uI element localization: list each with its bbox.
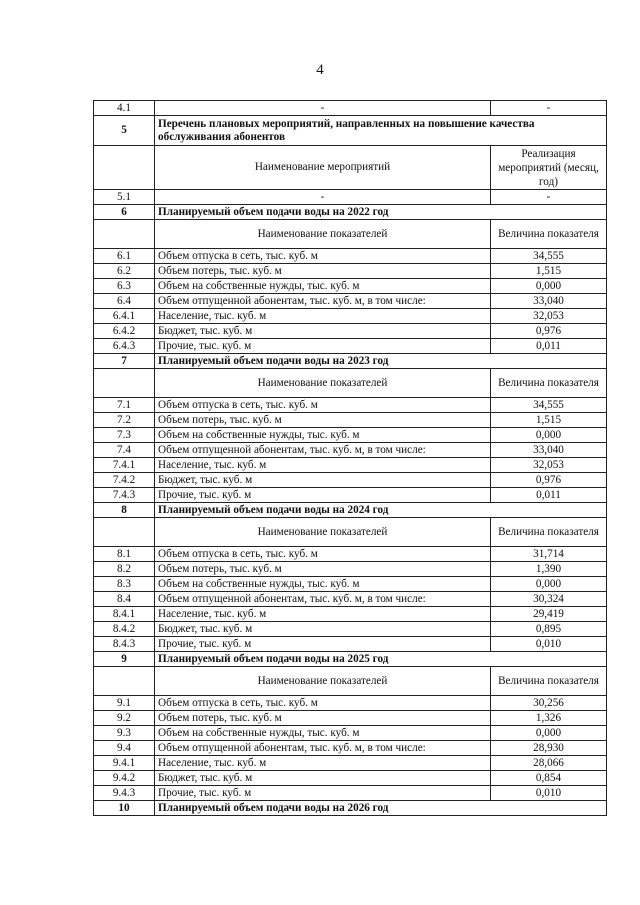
row-value: - xyxy=(491,101,607,116)
row-label: Бюджет, тыс. куб. м xyxy=(155,771,491,786)
row-value: 1,515 xyxy=(491,264,607,279)
table-body xyxy=(94,101,607,816)
row-value: 28,066 xyxy=(491,756,607,771)
section-title: Планируемый объем подачи воды на 2024 год xyxy=(155,503,607,518)
section-number: 9 xyxy=(94,652,155,667)
table-row xyxy=(94,711,607,726)
column-header-row xyxy=(94,667,607,696)
row-label: Объем потерь, тыс. куб. м xyxy=(155,264,491,279)
table-row xyxy=(94,294,607,309)
table-row xyxy=(94,786,607,801)
row-number: 6.4 xyxy=(94,294,155,309)
row-value: 0,000 xyxy=(491,577,607,592)
table-row xyxy=(94,413,607,428)
row-number: 8.1 xyxy=(94,547,155,562)
section-row xyxy=(94,354,607,369)
row-label: - xyxy=(155,101,491,116)
section-row xyxy=(94,116,607,146)
row-value: 30,256 xyxy=(491,696,607,711)
row-value: 0,976 xyxy=(491,324,607,339)
row-number: 7.2 xyxy=(94,413,155,428)
header-empty-cell xyxy=(94,146,155,190)
row-label: Объем отпуска в сеть, тыс. куб. м xyxy=(155,547,491,562)
header-name-cell: Наименование мероприятий xyxy=(155,146,491,190)
table-row xyxy=(94,726,607,741)
table-row xyxy=(94,771,607,786)
row-value: 0,000 xyxy=(491,428,607,443)
table-row xyxy=(94,547,607,562)
table-row xyxy=(94,622,607,637)
row-label: Объем потерь, тыс. куб. м xyxy=(155,711,491,726)
row-number: 8.2 xyxy=(94,562,155,577)
section-number: 10 xyxy=(94,801,155,816)
section-number: 6 xyxy=(94,205,155,220)
row-number: 9.1 xyxy=(94,696,155,711)
row-number: 7.3 xyxy=(94,428,155,443)
row-number: 9.4.1 xyxy=(94,756,155,771)
row-number: 7.4.1 xyxy=(94,458,155,473)
row-value: 33,040 xyxy=(491,294,607,309)
row-label: Население, тыс. куб. м xyxy=(155,607,491,622)
row-value: 0,976 xyxy=(491,473,607,488)
row-value: 1,515 xyxy=(491,413,607,428)
header-value-cell: Величина показателя xyxy=(491,220,607,249)
table-row xyxy=(94,398,607,413)
row-value: 32,053 xyxy=(491,458,607,473)
row-value: 34,555 xyxy=(491,249,607,264)
row-value: 33,040 xyxy=(491,443,607,458)
table-row xyxy=(94,249,607,264)
water-supply-table xyxy=(93,100,607,816)
table-row xyxy=(94,458,607,473)
table-row xyxy=(94,339,607,354)
row-label: Объем на собственные нужды, тыс. куб. м xyxy=(155,726,491,741)
row-label: Прочие, тыс. куб. м xyxy=(155,786,491,801)
column-header-row xyxy=(94,369,607,398)
row-label: Объем на собственные нужды, тыс. куб. м xyxy=(155,279,491,294)
row-number: 8.4.3 xyxy=(94,637,155,652)
header-empty-cell xyxy=(94,518,155,547)
table-row xyxy=(94,428,607,443)
row-number: 8.4.2 xyxy=(94,622,155,637)
section-row xyxy=(94,801,607,816)
row-label: Бюджет, тыс. куб. м xyxy=(155,324,491,339)
row-number: 6.4.1 xyxy=(94,309,155,324)
table-row xyxy=(94,309,607,324)
row-number: 6.4.2 xyxy=(94,324,155,339)
row-number: 5.1 xyxy=(94,190,155,205)
section-number: 7 xyxy=(94,354,155,369)
row-number: 6.2 xyxy=(94,264,155,279)
section-title: Перечень плановых мероприятий, направленных на повышение качества обслуживания абонентов xyxy=(155,116,607,146)
row-label: Прочие, тыс. куб. м xyxy=(155,637,491,652)
table-row xyxy=(94,696,607,711)
table-row xyxy=(94,592,607,607)
row-value: 30,324 xyxy=(491,592,607,607)
row-value: 0,000 xyxy=(491,279,607,294)
row-number: 7.4 xyxy=(94,443,155,458)
section-title: Планируемый объем подачи воды на 2025 год xyxy=(155,652,607,667)
column-header-row xyxy=(94,146,607,190)
header-value-cell: Величина показателя xyxy=(491,667,607,696)
table-row xyxy=(94,279,607,294)
table-row xyxy=(94,741,607,756)
header-empty-cell xyxy=(94,369,155,398)
header-value-cell: Реализация мероприятий (месяц, год) xyxy=(491,146,607,190)
row-number: 4.1 xyxy=(94,101,155,116)
header-empty-cell xyxy=(94,667,155,696)
row-label: Население, тыс. куб. м xyxy=(155,756,491,771)
table-row xyxy=(94,488,607,503)
row-label: Объем на собственные нужды, тыс. куб. м xyxy=(155,428,491,443)
row-number: 8.4.1 xyxy=(94,607,155,622)
row-value: 0,011 xyxy=(491,488,607,503)
row-value: 31,714 xyxy=(491,547,607,562)
row-value: 0,895 xyxy=(491,622,607,637)
table-row xyxy=(94,607,607,622)
column-header-row xyxy=(94,220,607,249)
row-label: Объем отпущенной абонентам, тыс. куб. м, в том числе: xyxy=(155,592,491,607)
row-label: Прочие, тыс. куб. м xyxy=(155,488,491,503)
section-title: Планируемый объем подачи воды на 2023 год xyxy=(155,354,607,369)
row-label: Объем отпущенной абонентам, тыс. куб. м, в том числе: xyxy=(155,741,491,756)
row-value: 0,854 xyxy=(491,771,607,786)
row-number: 9.3 xyxy=(94,726,155,741)
section-title: Планируемый объем подачи воды на 2026 год xyxy=(155,801,607,816)
row-number: 7.4.3 xyxy=(94,488,155,503)
row-label: Объем отпуска в сеть, тыс. куб. м xyxy=(155,249,491,264)
row-value: 32,053 xyxy=(491,309,607,324)
section-row xyxy=(94,652,607,667)
section-number: 8 xyxy=(94,503,155,518)
row-number: 6.1 xyxy=(94,249,155,264)
row-number: 8.4 xyxy=(94,592,155,607)
row-label: Объем потерь, тыс. куб. м xyxy=(155,562,491,577)
row-value: 0,010 xyxy=(491,637,607,652)
section-title: Планируемый объем подачи воды на 2022 год xyxy=(155,205,607,220)
header-empty-cell xyxy=(94,220,155,249)
table-row xyxy=(94,473,607,488)
row-value: 34,555 xyxy=(491,398,607,413)
row-label: Население, тыс. куб. м xyxy=(155,309,491,324)
row-value: 0,010 xyxy=(491,786,607,801)
row-number: 7.4.2 xyxy=(94,473,155,488)
row-value: 29,419 xyxy=(491,607,607,622)
row-label: Бюджет, тыс. куб. м xyxy=(155,473,491,488)
row-number: 9.4.3 xyxy=(94,786,155,801)
table-row xyxy=(94,443,607,458)
row-value: 1,390 xyxy=(491,562,607,577)
row-number: 6.3 xyxy=(94,279,155,294)
table-row xyxy=(94,324,607,339)
section-number: 5 xyxy=(94,116,155,146)
header-name-cell: Наименование показателей xyxy=(155,667,491,696)
row-label: Бюджет, тыс. куб. м xyxy=(155,622,491,637)
row-label: Объем отпуска в сеть, тыс. куб. м xyxy=(155,696,491,711)
row-label: Прочие, тыс. куб. м xyxy=(155,339,491,354)
header-value-cell: Величина показателя xyxy=(491,518,607,547)
column-header-row xyxy=(94,518,607,547)
row-value: - xyxy=(491,190,607,205)
header-value-cell: Величина показателя xyxy=(491,369,607,398)
row-label: Объем на собственные нужды, тыс. куб. м xyxy=(155,577,491,592)
table-row xyxy=(94,562,607,577)
row-label: Население, тыс. куб. м xyxy=(155,458,491,473)
table-row xyxy=(94,637,607,652)
row-value: 1,326 xyxy=(491,711,607,726)
row-number: 9.4 xyxy=(94,741,155,756)
table-row xyxy=(94,577,607,592)
row-number: 6.4.3 xyxy=(94,339,155,354)
row-number: 9.4.2 xyxy=(94,771,155,786)
row-value: 28,930 xyxy=(491,741,607,756)
row-label: Объем отпуска в сеть, тыс. куб. м xyxy=(155,398,491,413)
row-value: 0,011 xyxy=(491,339,607,354)
row-label: Объем отпущенной абонентам, тыс. куб. м, в том числе: xyxy=(155,443,491,458)
page-number: 4 xyxy=(316,62,324,78)
header-name-cell: Наименование показателей xyxy=(155,518,491,547)
table-row xyxy=(94,190,607,205)
row-label: - xyxy=(155,190,491,205)
row-label: Объем потерь, тыс. куб. м xyxy=(155,413,491,428)
table-row xyxy=(94,264,607,279)
row-number: 9.2 xyxy=(94,711,155,726)
header-name-cell: Наименование показателей xyxy=(155,220,491,249)
section-row xyxy=(94,205,607,220)
row-label: Объем отпущенной абонентам, тыс. куб. м, в том числе: xyxy=(155,294,491,309)
row-value: 0,000 xyxy=(491,726,607,741)
section-row xyxy=(94,503,607,518)
table-row xyxy=(94,756,607,771)
row-number: 8.3 xyxy=(94,577,155,592)
header-name-cell: Наименование показателей xyxy=(155,369,491,398)
table-row xyxy=(94,101,607,116)
row-number: 7.1 xyxy=(94,398,155,413)
